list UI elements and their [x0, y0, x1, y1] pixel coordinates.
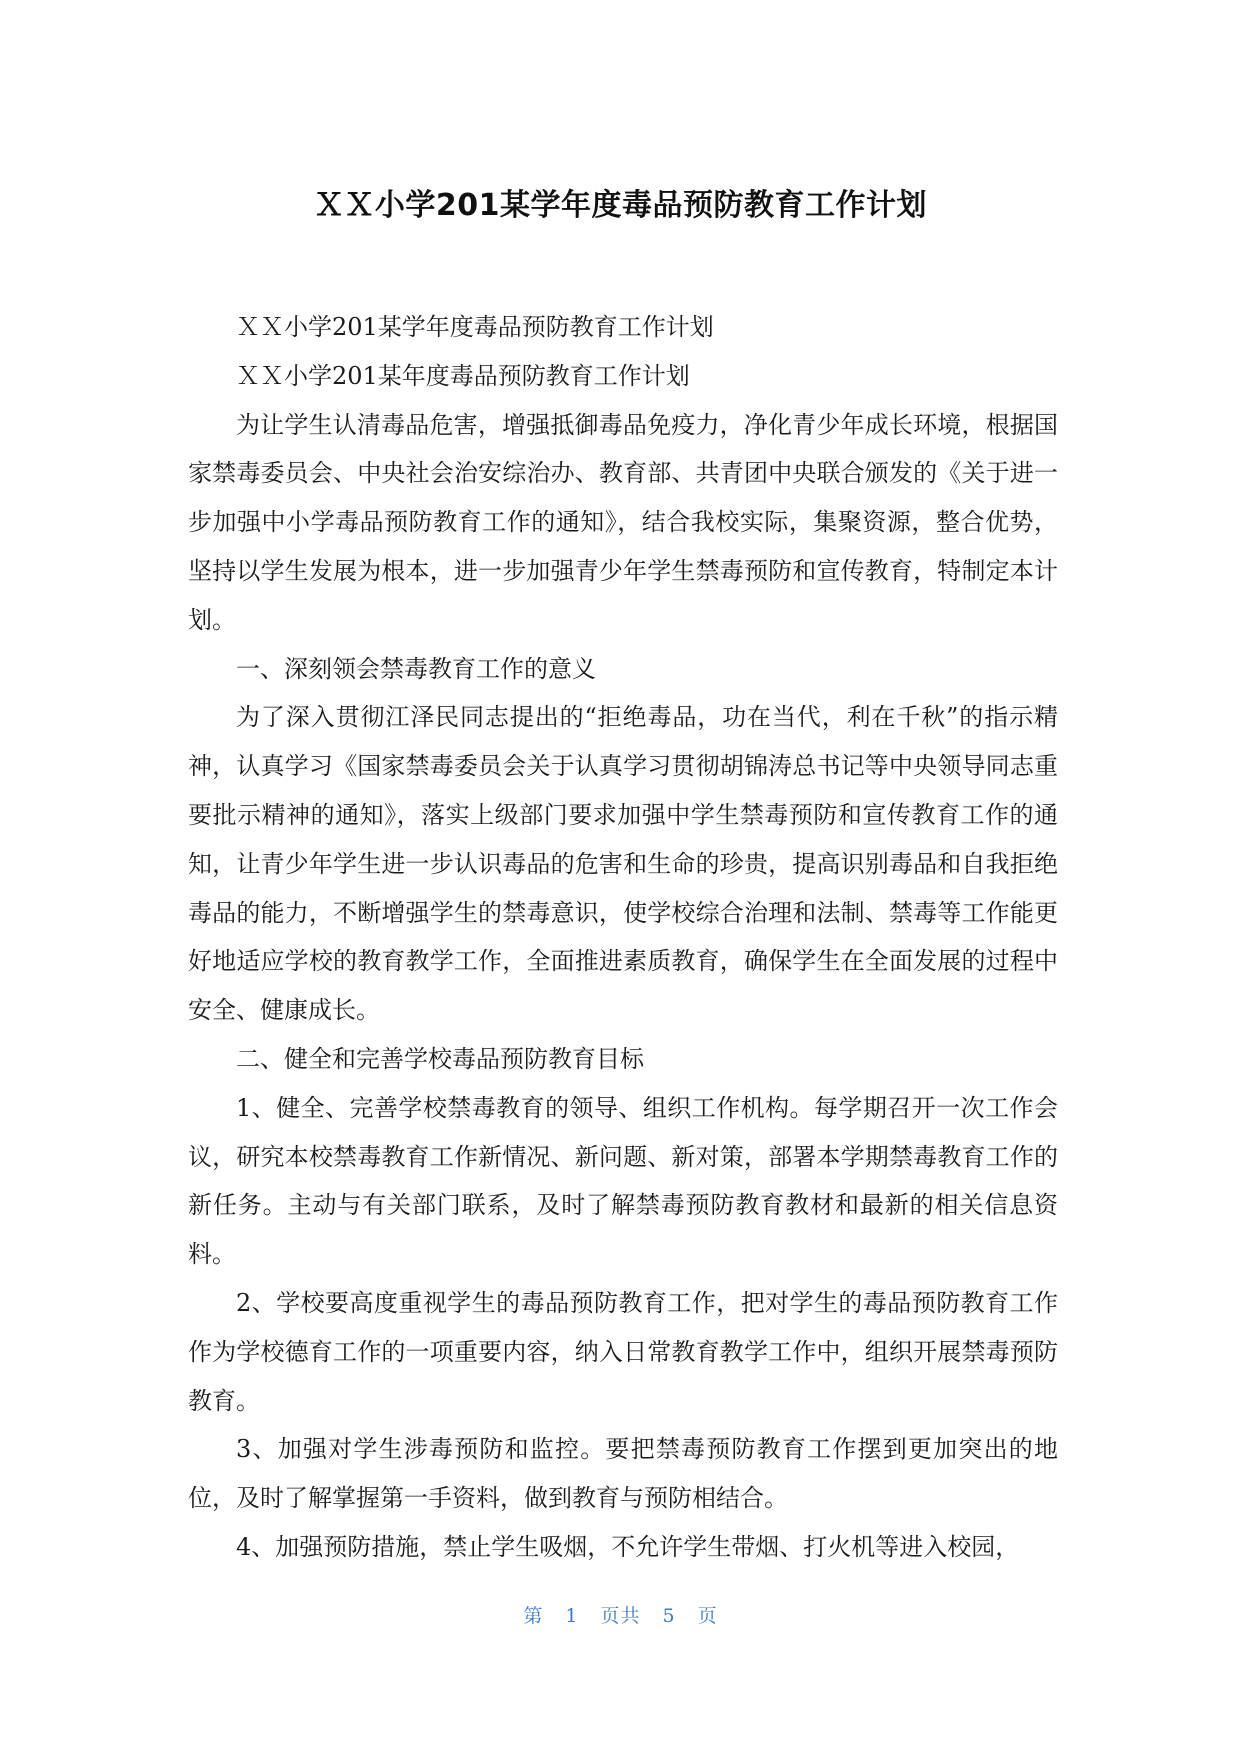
paragraph-item-1: 1、健全、完善学校禁毒教育的领导、组织工作机构。每学期召开一次工作会议，研究本校禁毒教育工作新情况、新问题、新对策，部署本学期禁毒教育工作的新任务。主动与有关部门联系，及时了解禁毒预防教育教材和最新的相关信息资料。 — [188, 1093, 1058, 1269]
footer-suffix: 页 — [697, 1605, 718, 1627]
paragraph-subtitle-1: ＸＸ小学201某学年度毒品预防教育工作计划 — [236, 313, 714, 341]
footer-page-number: 1 — [565, 1605, 579, 1627]
document-title: ＸＸ小学201某学年度毒品预防教育工作计划 — [313, 188, 928, 223]
footer-total-pages: 5 — [662, 1605, 676, 1627]
section-heading-1: 一、深刻领会禁毒教育工作的意义 — [236, 654, 596, 683]
section-heading-2: 二、健全和完善学校毒品预防教育目标 — [236, 1044, 644, 1073]
footer-prefix: 第 — [523, 1605, 544, 1627]
document-body — [188, 303, 1058, 1572]
paragraph-intro: 为让学生认清毒品危害，增强抵御毒品免疫力，净化青少年成长环境，根据国家禁毒委员会、中央社会治安综治办、教育部、共青团中央联合颁发的《关于进一步加强中小学毒品预防教育工作的通知》，结合我校实际，集聚资源，整合优势，坚持以学生发展为根本，进一步加强青少年学生禁毒预防和宣传教育，特制定本计划。 — [188, 410, 1058, 634]
paragraph-item-4: 4、加强预防措施，禁止学生吸烟，不允许学生带烟、打火机等进入校园， — [236, 1532, 1020, 1561]
paragraph-item-2: 2、学校要高度重视学生的毒品预防教育工作，把对学生的毒品预防教育工作作为学校德育工作的一项重要内容，纳入日常教育教学工作中，组织开展禁毒预防教育。 — [188, 1288, 1058, 1415]
paragraph-item-3: 3、加强对学生涉毒预防和监控。要把禁毒预防教育工作摆到更加突出的地位，及时了解掌握第一手资料，做到教育与预防相结合。 — [188, 1435, 1058, 1513]
footer-middle: 页共 — [600, 1605, 641, 1627]
page-footer — [0, 1603, 1241, 1629]
paragraph-subtitle-2: ＸＸ小学201某年度毒品预防教育工作计划 — [236, 361, 690, 390]
paragraph-significance: 为了深入贯彻江泽民同志提出的“拒绝毒品，功在当代，利在千秋”的指示精神，认真学习《国家禁毒委员会关于认真学习贯彻胡锦涛总书记等中央领导同志重要批示精神的通知》，落实上级部门要求加强中学生禁毒预防和宣传教育工作的通知，让青少年学生进一步认识毒品的危害和生命的珍贵，提高识别毒品和自我拒绝毒品的能力，不断增强学生的禁毒意识，使学校综合治理和法制、禁毒等工作能更好地适应学校的教育教学工作，全面推进素质教育，确保学生在全面发展的过程中安全、健康成长。 — [188, 703, 1058, 1025]
